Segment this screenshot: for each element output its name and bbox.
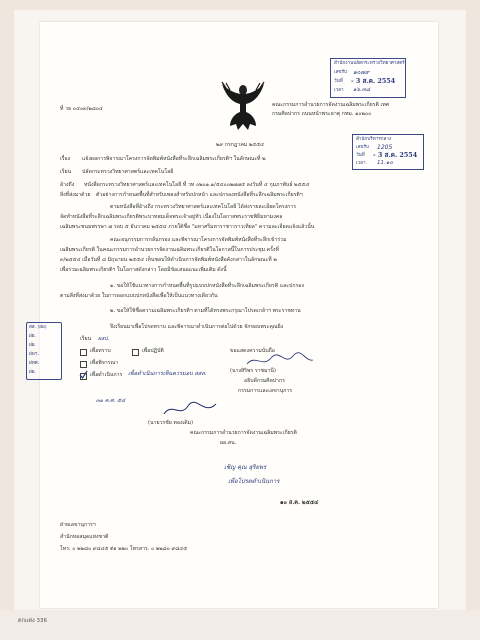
bottom-note-2: เพื่อโปรดดำเนินการ [228, 478, 280, 485]
para4-line: ๒. ขอให้ใช้ชื่อความเฉลิมพระเกียรติฯ ตามที่ได้ทรงพระกรุณาโปรดเกล้าฯ พระราชทาน [110, 308, 301, 314]
signature-mark-2 [160, 398, 220, 420]
para1-line: เฉลิมพระชนมพรรษา ๗ รอบ ๕ ธันวาคม ๒๕๕๔ ภายใต้ชื่อ "มหาศรีมหาราชาวราวเทียล" ความละเอียดแจ้งแล้วนั้น [60, 224, 315, 230]
org-line-2: กรมศิลปากร ถนนหน้าพระธาตุ กทม. ๑๐๒๐๐ [272, 111, 372, 117]
signer2-name: (นายวรชัย ทองเดิม) [148, 420, 194, 426]
para3-line: ตามสิ่งที่ส่งมาด้วย ในการออกแบบปกหนังสือเพื่อให้เป็นแนวทางเดียวกัน [60, 293, 218, 299]
routing-stamp-line: ฝทศ. [29, 361, 40, 366]
ref-label: อ้างถึง [60, 182, 75, 188]
checkbox-practice [132, 349, 139, 356]
stamp-mid-time-label: เวลา [356, 161, 366, 166]
signer2-short: ผอ.สน. [220, 440, 237, 446]
stamp-title: สำนักงานปลัดกระทรวงวิทยาศาสตร์ [334, 61, 405, 66]
stamp-mid-no-value: 1205 [377, 144, 393, 151]
to-text: ปลัดกระทรวงวิทยาศาสตร์และเทคโนโลยี [82, 169, 174, 175]
check-mark-icon [79, 370, 88, 379]
routing-stamp-left [26, 322, 62, 380]
stamp-date-value: - 3 ส.ค. 2554 [351, 77, 396, 85]
subject-text: แจ้งผลการพิจารณาโครงการจัดพิมพ์หนังสือที่ระลึกเฉลิมพระเกียรติฯ ในลักษณะที่ ๒ [82, 156, 266, 162]
stamp-mid-title: สำนักบริหารกลาง [356, 137, 392, 142]
page-number: ตกแต่ง 336 [18, 618, 47, 624]
stamp-mid-time-value: 11.๑๐ [377, 160, 393, 166]
to-label: เรียน [60, 169, 72, 175]
stamp-mid-date-value: - 3 ส.ค. 2554 [373, 151, 418, 159]
para3-line: ๑. ขอให้ใช้แนวทางการกำหนดพื้นที่รูปแบบปกหนังสือที่ระลึกเฉลิมพระเกียรติ และปกรอง [110, 283, 304, 289]
para2-line: คณะอนุกรรมการกลั่นกรอง และพิจารณาโครงการจัดพิมพ์หนังสือที่ระลึกเข้าร่วม [110, 237, 287, 243]
stamp-no-label: เลขรับ [334, 70, 347, 75]
regards-line: ขอแสดงความนับถือ [230, 348, 275, 354]
para2-line: เพื่อร่วมเฉลิมพระเกียรติฯ ในโอกาสดังกล่าว โดยมีข้อเสนอแนะเพิ่มเติม ดังนี้ [60, 267, 227, 273]
checkbox-label: เพื่อพิจารณา [90, 360, 119, 366]
footer-dept-2: สำนักหอสมุดแห่งชาติ [60, 534, 109, 540]
checkbox-label: เพื่อปฏิบัติ [142, 348, 164, 354]
routing-stamp-line: ฝพฯ. [29, 352, 39, 357]
para1-line: ตามหนังสือที่อ้างถึง กระทรวงวิทยาศาสตร์และเทคโนโลยี ได้ส่งรายละเอียดโครงการ [110, 204, 297, 210]
handwritten-instruction: เพื่อดำเนินการเห็นควรมอบ สสส. [128, 371, 207, 377]
bottom-note-1: เชิญ คุณ สุริยพร [224, 464, 267, 471]
footer-phone: โทร. ๐ ๒๒๘๐ ๙๘๔๕ ต่อ ๒๒๐ โทรสาร. ๐ ๒๒๘๐ ๙๘๔๕ [60, 546, 188, 552]
para1-line: จัดทำหนังสือที่ระลึกเฉลิมพระเกียรติพระบาทสมเด็จพระเจ้าอยู่หัว เนื่องในโอกาสพระราชพิธีมหามงคล [60, 214, 283, 220]
bottom-note-3: ๑๐ ส.ค. ๒๕๕๔ [280, 500, 319, 506]
signer-title: อธิบดีกรมศิลปากร [244, 378, 285, 384]
stamp-no-value: ๑๐๗๙ [353, 69, 370, 76]
handwritten-date: ๓๑ ค.ศ. ๕๔ [96, 398, 126, 404]
stamp-date-label: วันที่ [334, 79, 343, 84]
routing-to-label: เรียน [80, 336, 92, 342]
closing-line: จึงเรียนมาเพื่อโปรดทราบ และพิจารณาดำเนินการต่อไปด้วย จักขอบพระคุณยิ่ง [110, 324, 284, 330]
stamp-time-label: เวลา [334, 88, 344, 93]
org-line-1: คณะกรรมการอำนวยการจัดงานเฉลิมพระเกียรติ เทศ [272, 102, 389, 108]
routing-to-value: ผสป. [98, 336, 110, 342]
signer-title: กรรมการและเลขานุการ [238, 388, 293, 394]
attach-text: ตัวอย่างการกำหนดพื้นที่สำหรับเพลงสำหรับปกหน้า และปกรองหนังสือที่ระลึกเฉลิมพระเกียรติฯ [96, 192, 303, 198]
ref-text: หนังสือกระทรวงวิทยาศาสตร์และเทคโนโลยี ที่ วท ๐๒๐๑.๑/๕๔๐๐๒๗๗๕ ลงวันที่ ๔ กุมภาพันธ์ ๒๕๕๔ [84, 182, 310, 188]
checkbox-label: เพื่อดำเนินการ [90, 372, 123, 378]
routing-stamp-line: สส. (ฝผ) [29, 325, 47, 330]
routing-stamp-line: ฝผ. [29, 334, 36, 339]
checkbox-label: เพื่อทราบ [90, 348, 111, 354]
para2-line: ๓/๒๕๕๔ เมื่อวันที่ ๘ มิถุนายน ๒๕๕๔ เห็นชอบให้ดำเนินการจัดพิมพ์หนังสือดังกล่าวในลักษณะที่ ๒ [60, 257, 277, 263]
letter-date: ๒๙ กรกฎาคม ๒๕๕๔ [216, 142, 265, 148]
checkbox-acknowledge [80, 349, 87, 356]
signer2-title: คณะกรรมการอำนวยการจัดงานเฉลิมพระเกียรติ [190, 430, 297, 436]
bottom-strip [0, 610, 480, 640]
routing-stamp-line: ฝผ. [29, 370, 36, 375]
stamp-mid-date-label: วันที่ [356, 153, 365, 158]
received-stamp-mid [352, 134, 424, 170]
signer-name: (นางสิริพร ราชมานี) [230, 368, 276, 374]
doc-number: ที่ วธ ๐๔๐๓/๒๘๐๔ [60, 106, 103, 112]
received-stamp-top [330, 58, 406, 98]
para2-line: เฉลิมพระเกียรติ ในคณะกรรมการอำนวยการจัดงานเฉลิมพระเกียรติในโอกาสนี้ในการประชุม ครั้งที่ [60, 247, 279, 253]
stamp-time-value: ๑๖.๓๘ [353, 87, 371, 93]
checkbox-consider [80, 361, 87, 368]
subject-label: เรื่อง [60, 156, 71, 162]
stamp-mid-no-label: เลขรับ [356, 145, 369, 150]
attach-label: สิ่งที่ส่งมาด้วย [60, 192, 91, 198]
routing-stamp-line: ฝผ. [29, 343, 36, 348]
letter-document [29, 22, 438, 608]
garuda-emblem-icon [220, 80, 266, 132]
footer-dept: ฝ่ายเลขานุการฯ [60, 522, 96, 528]
